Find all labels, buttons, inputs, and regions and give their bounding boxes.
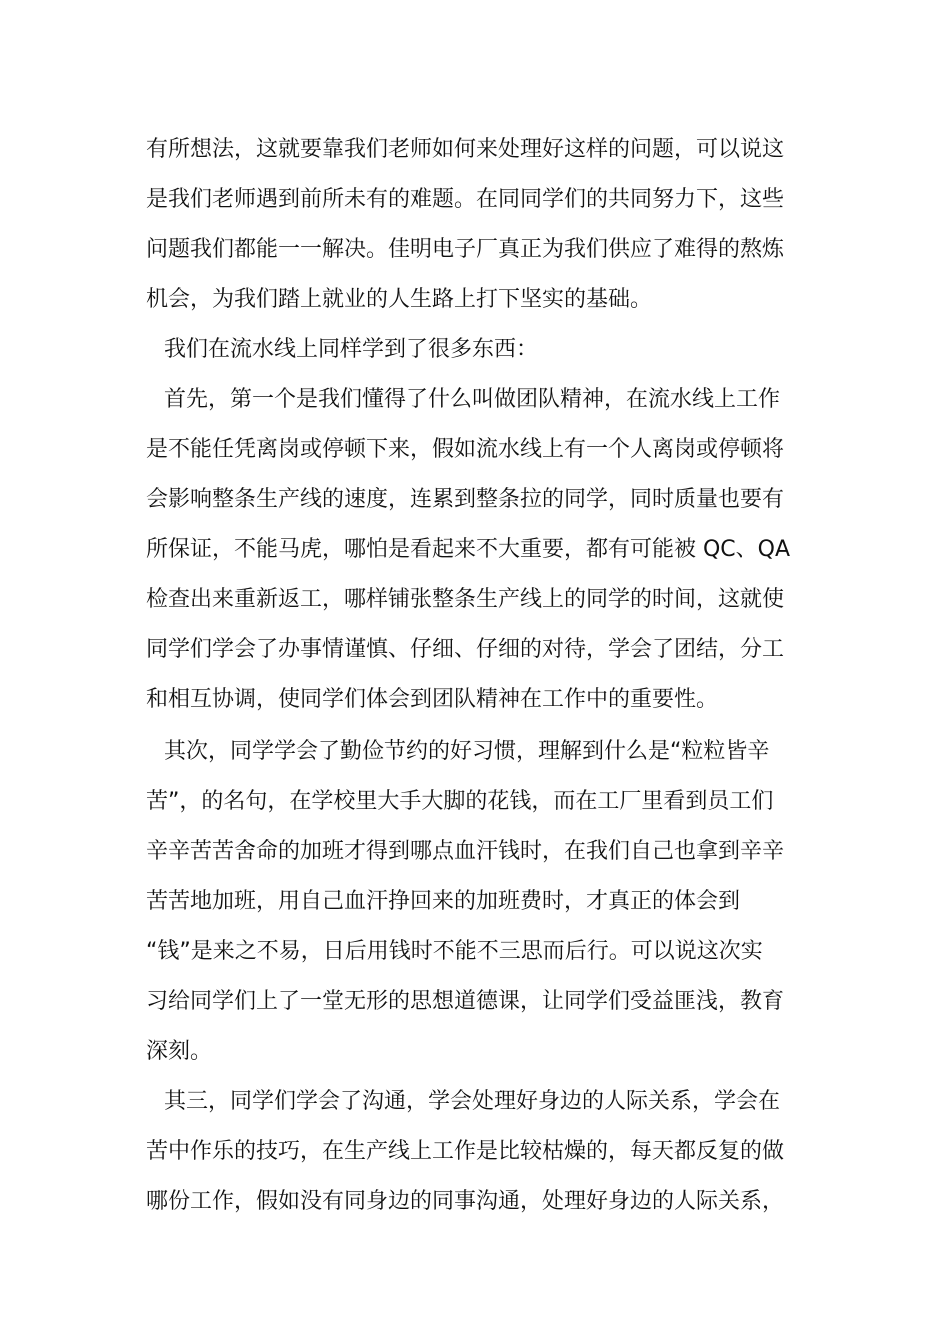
text-line: 苦苦地加班，用自己血汗挣回来的加班费时，才真正的体会到: [146, 889, 741, 914]
text-line: 有所想法，这就要靠我们老师如何来处理好这样的问题，可以说这: [146, 137, 785, 162]
text-line: 和相互协调，使同学们体会到团队精神在工作中的重要性。: [146, 687, 719, 712]
text-line: “钱”是来之不易，日后用钱时不能不三思而后行。可以说这次实: [146, 939, 763, 964]
text-line: 是不能任凭离岗或停顿下来，假如流水线上有一个人离岗或停顿将: [146, 437, 785, 462]
text-line: 会影响整条生产线的速度，连累到整条拉的同学，同时质量也要有: [146, 487, 785, 512]
text-line: 所保证，不能马虎，哪怕是看起来不大重要，都有可能被 QC、QA: [146, 537, 791, 562]
text-line: 苦”，的名句，在学校里大手大脚的花钱，而在工厂里看到员工们: [146, 789, 774, 814]
text-line: 是我们老师遇到前所未有的难题。在同同学们的共同努力下，这些: [146, 187, 785, 212]
text-line: 问题我们都能一一解决。佳明电子厂真正为我们供应了难得的熬炼: [146, 237, 785, 262]
text-line: 辛辛苦苦舍命的加班才得到哪点血汗钱时，在我们自己也拿到辛辛: [146, 839, 785, 864]
text-line: 机会，为我们踏上就业的人生路上打下坚实的基础。: [146, 287, 653, 312]
text-line: 同学们学会了办事情谨慎、仔细、仔细的对待，学会了团结，分工: [146, 637, 785, 662]
text-line: 哪份工作，假如没有同身边的同事沟通，处理好身边的人际关系，: [146, 1189, 785, 1214]
text-line: 苦中作乐的技巧，在生产线上工作是比较枯燥的，每天都反复的做: [146, 1139, 785, 1164]
text-line: 检查出来重新返工，哪样铺张整条生产线上的同学的时间，这就使: [146, 587, 785, 612]
paragraph-start-line: 其三，同学们学会了沟通，学会处理好身边的人际关系，学会在: [164, 1089, 781, 1114]
text-line: 深刻。: [146, 1039, 213, 1064]
paragraph-start-line: 我们在流水线上同样学到了很多东西：: [164, 337, 539, 362]
paragraph-start-line: 首先，第一个是我们懂得了什么叫做团队精神，在流水线上工作: [164, 387, 781, 412]
paragraph-start-line: 其次，同学学会了勤俭节约的好习惯，理解到什么是“粒粒皆辛: [164, 739, 770, 764]
text-line: 习给同学们上了一堂无形的思想道德课，让同学们受益匪浅，教育: [146, 989, 785, 1014]
